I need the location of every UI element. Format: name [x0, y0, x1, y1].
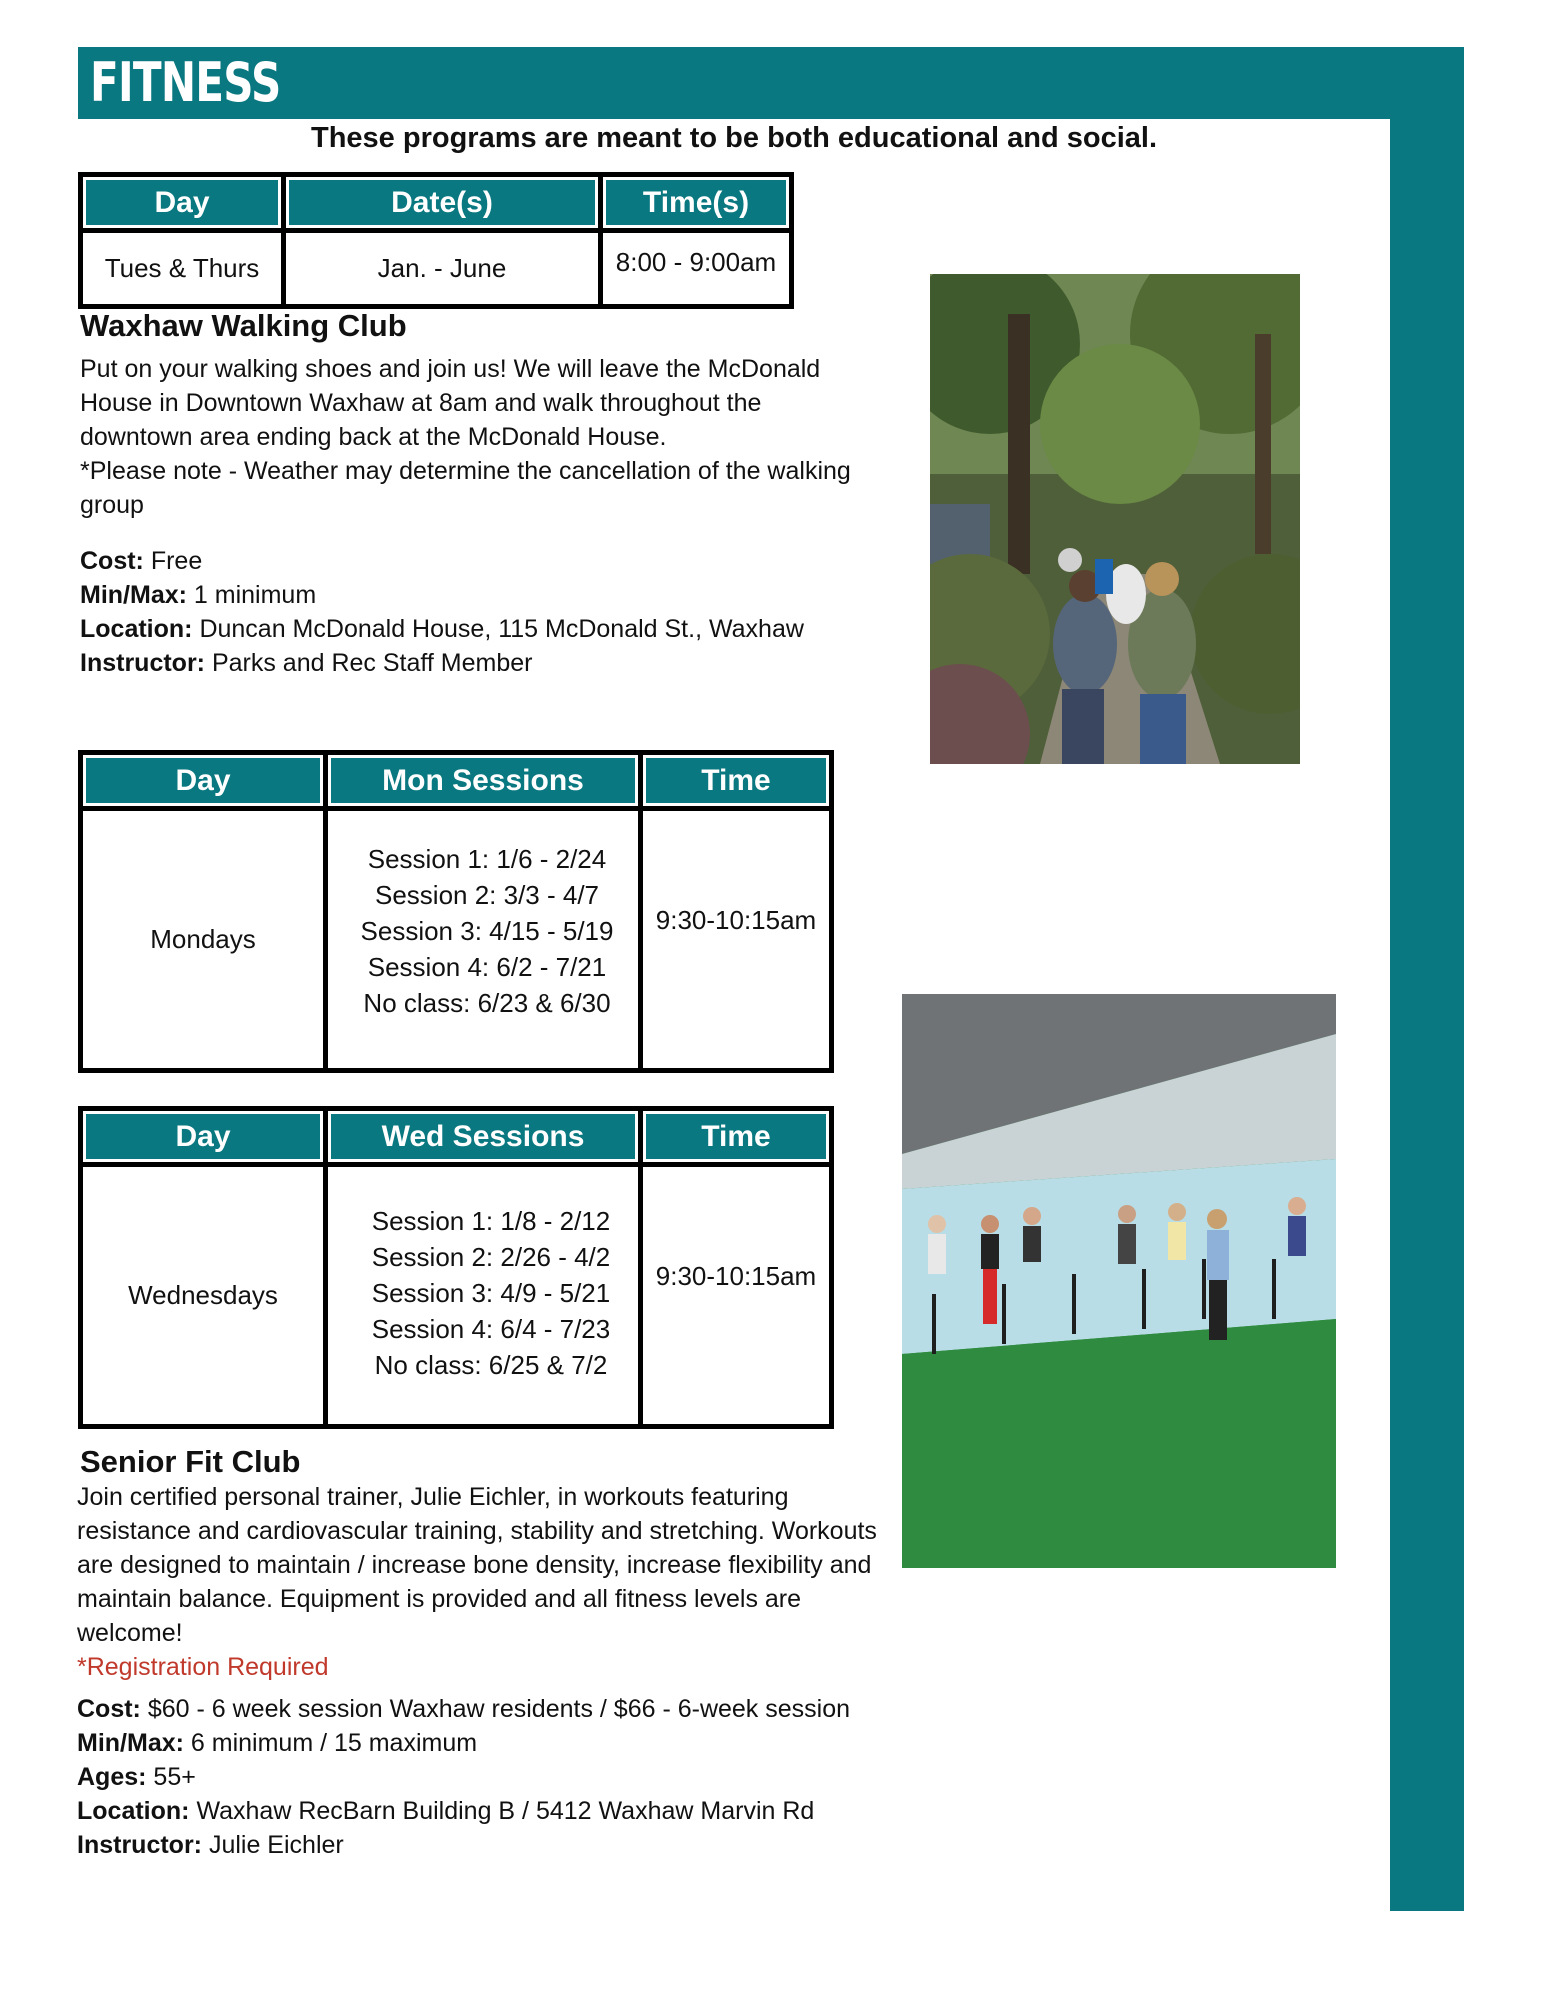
- walking-group-photo: [930, 274, 1300, 764]
- registration-required-note: *Registration Required: [77, 1653, 329, 1681]
- decorative-side-bar: [1390, 119, 1464, 1911]
- walking-schedule-table: [78, 172, 794, 309]
- session-line: Session 3: 4/9 - 5/21: [371, 1278, 611, 1308]
- session-line: Session 2: 2/26 - 4/2: [371, 1242, 611, 1272]
- table-header-day: Day: [81, 1109, 326, 1165]
- session-line: Session 1: 1/6 - 2/24: [367, 844, 607, 874]
- session-line: Session 4: 6/4 - 7/23: [371, 1314, 611, 1344]
- header-banner: [78, 47, 1464, 119]
- session-line: No class: 6/23 & 6/30: [363, 988, 611, 1018]
- table-header-sessions: Mon Sessions: [326, 753, 641, 809]
- session-line: No class: 6/25 & 7/2: [374, 1350, 608, 1380]
- detail-row-ages: Ages: 55+: [77, 1763, 196, 1791]
- session-line: Session 1: 1/8 - 2/12: [371, 1206, 611, 1236]
- table-header-dates: Date(s): [284, 175, 601, 231]
- table-cell-dates: Jan. - June: [284, 231, 601, 307]
- table-header-day: Day: [81, 175, 284, 231]
- table-header-time: Time: [641, 1109, 832, 1165]
- table-cell-sessions: [326, 809, 641, 1071]
- senior-fit-club-title: Senior Fit Club: [80, 1444, 301, 1479]
- detail-row-location: Location: Waxhaw RecBarn Building B / 5412 Waxhaw Marvin Rd: [77, 1797, 815, 1825]
- detail-row-location: Location: Duncan McDonald House, 115 McDonald St., Waxhaw: [80, 615, 804, 643]
- table-cell-day: Mondays: [81, 809, 326, 1071]
- walking-club-title: Waxhaw Walking Club: [80, 308, 407, 343]
- detail-row-cost: Cost: Free: [80, 547, 203, 575]
- walking-description-text: Put on your walking shoes and join us! We will leave the McDonald House in Downtown Waxhaw at 8am and walk throughout the downtown area ending back at the McDonald House.: [80, 355, 821, 451]
- detail-row-minmax: Min/Max: 1 minimum: [80, 581, 317, 609]
- page-title: FITNESS: [90, 51, 281, 114]
- table-cell-sessions: [326, 1165, 641, 1427]
- session-line: Session 3: 4/15 - 5/19: [360, 916, 614, 946]
- wednesday-sessions-table: [78, 1106, 834, 1429]
- session-line: Session 2: 3/3 - 4/7: [374, 880, 600, 910]
- senior-fit-club-description: [77, 1480, 897, 1684]
- senior-fit-club-details: [77, 1692, 850, 1862]
- table-header-day: Day: [81, 753, 326, 809]
- walking-weather-note: *Please note - Weather may determine the cancellation of the walking group: [80, 457, 851, 519]
- table-cell-times: 8:00 - 9:00am: [601, 231, 792, 307]
- detail-row-cost: Cost: $60 - 6 week session Waxhaw residents / $66 - 6-week session: [77, 1695, 851, 1723]
- walking-club-details: [80, 544, 804, 680]
- table-header-times: Time(s): [601, 175, 792, 231]
- detail-row-instructor: Instructor: Parks and Rec Staff Member: [80, 649, 533, 677]
- walking-club-description: [80, 352, 870, 522]
- table-header-sessions: Wed Sessions: [326, 1109, 641, 1165]
- table-cell-time: 9:30-10:15am: [641, 1165, 832, 1427]
- table-cell-day: Wednesdays: [81, 1165, 326, 1427]
- detail-row-minmax: Min/Max: 6 minimum / 15 maximum: [77, 1729, 478, 1757]
- table-header-time: Time: [641, 753, 832, 809]
- senior-fit-class-photo: [902, 994, 1336, 1568]
- detail-row-instructor: Instructor: Julie Eichler: [77, 1831, 344, 1859]
- monday-sessions-table: [78, 750, 834, 1073]
- session-line: Session 4: 6/2 - 7/21: [367, 952, 607, 982]
- table-cell-time: 9:30-10:15am: [641, 809, 832, 1071]
- table-cell-day: Tues & Thurs: [81, 231, 284, 307]
- page-subtitle: These programs are meant to be both educational and social.: [310, 122, 1158, 154]
- senior-description-text: Join certified personal trainer, Julie Eichler, in workouts featuring resistance and cardiovascular training, stability and stretching. Workouts are designed to maintain / increase bone density, increase flexibility and maintain balance. Equipment is provided and all fitness levels are welcome!: [77, 1483, 877, 1647]
